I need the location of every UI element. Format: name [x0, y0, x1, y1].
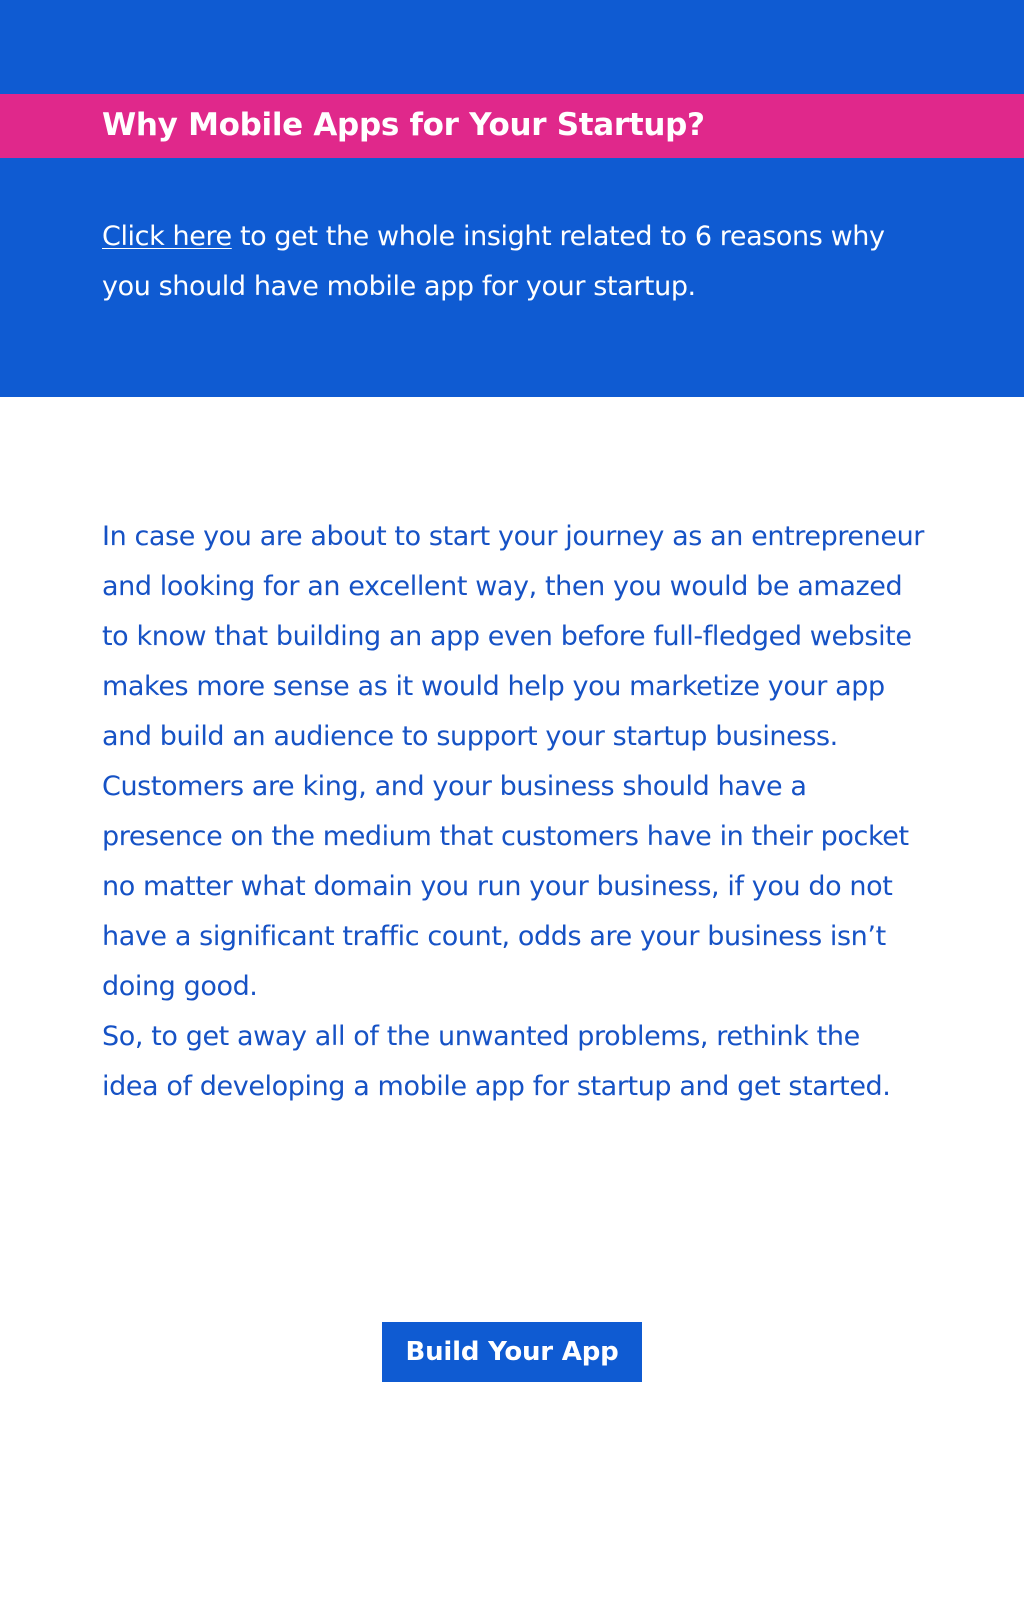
body-paragraph-1: In case you are about to start your journey as an entrepreneur and looking for an excellent way, then you would be amazed to know that building an app even before full-fledged website makes more sense as it would help you marketize your app and build an audience to support your startup business.	[102, 521, 924, 752]
click-here-link[interactable]: Click here	[102, 221, 232, 252]
intro-text	[102, 212, 924, 312]
hero-section	[0, 0, 1024, 397]
build-your-app-button[interactable]: Build Your App	[382, 1322, 642, 1382]
body-paragraph-2: Customers are king, and your business should have a presence on the medium that customers have in their pocket no matter what domain you run your business, if you do not have a significant traffic count, odds are your business isn’t doing good.	[102, 771, 909, 1002]
page-title: Why Mobile Apps for Your Startup?	[102, 107, 705, 143]
body-paragraph-3: So, to get away all of the unwanted problems, rethink the idea of developing a mobile app for startup and get started.	[102, 1021, 891, 1102]
article-body	[102, 512, 924, 1112]
intro-sentence: to get the whole insight related to 6 reasons why you should have mobile app for your startup.	[102, 221, 885, 302]
